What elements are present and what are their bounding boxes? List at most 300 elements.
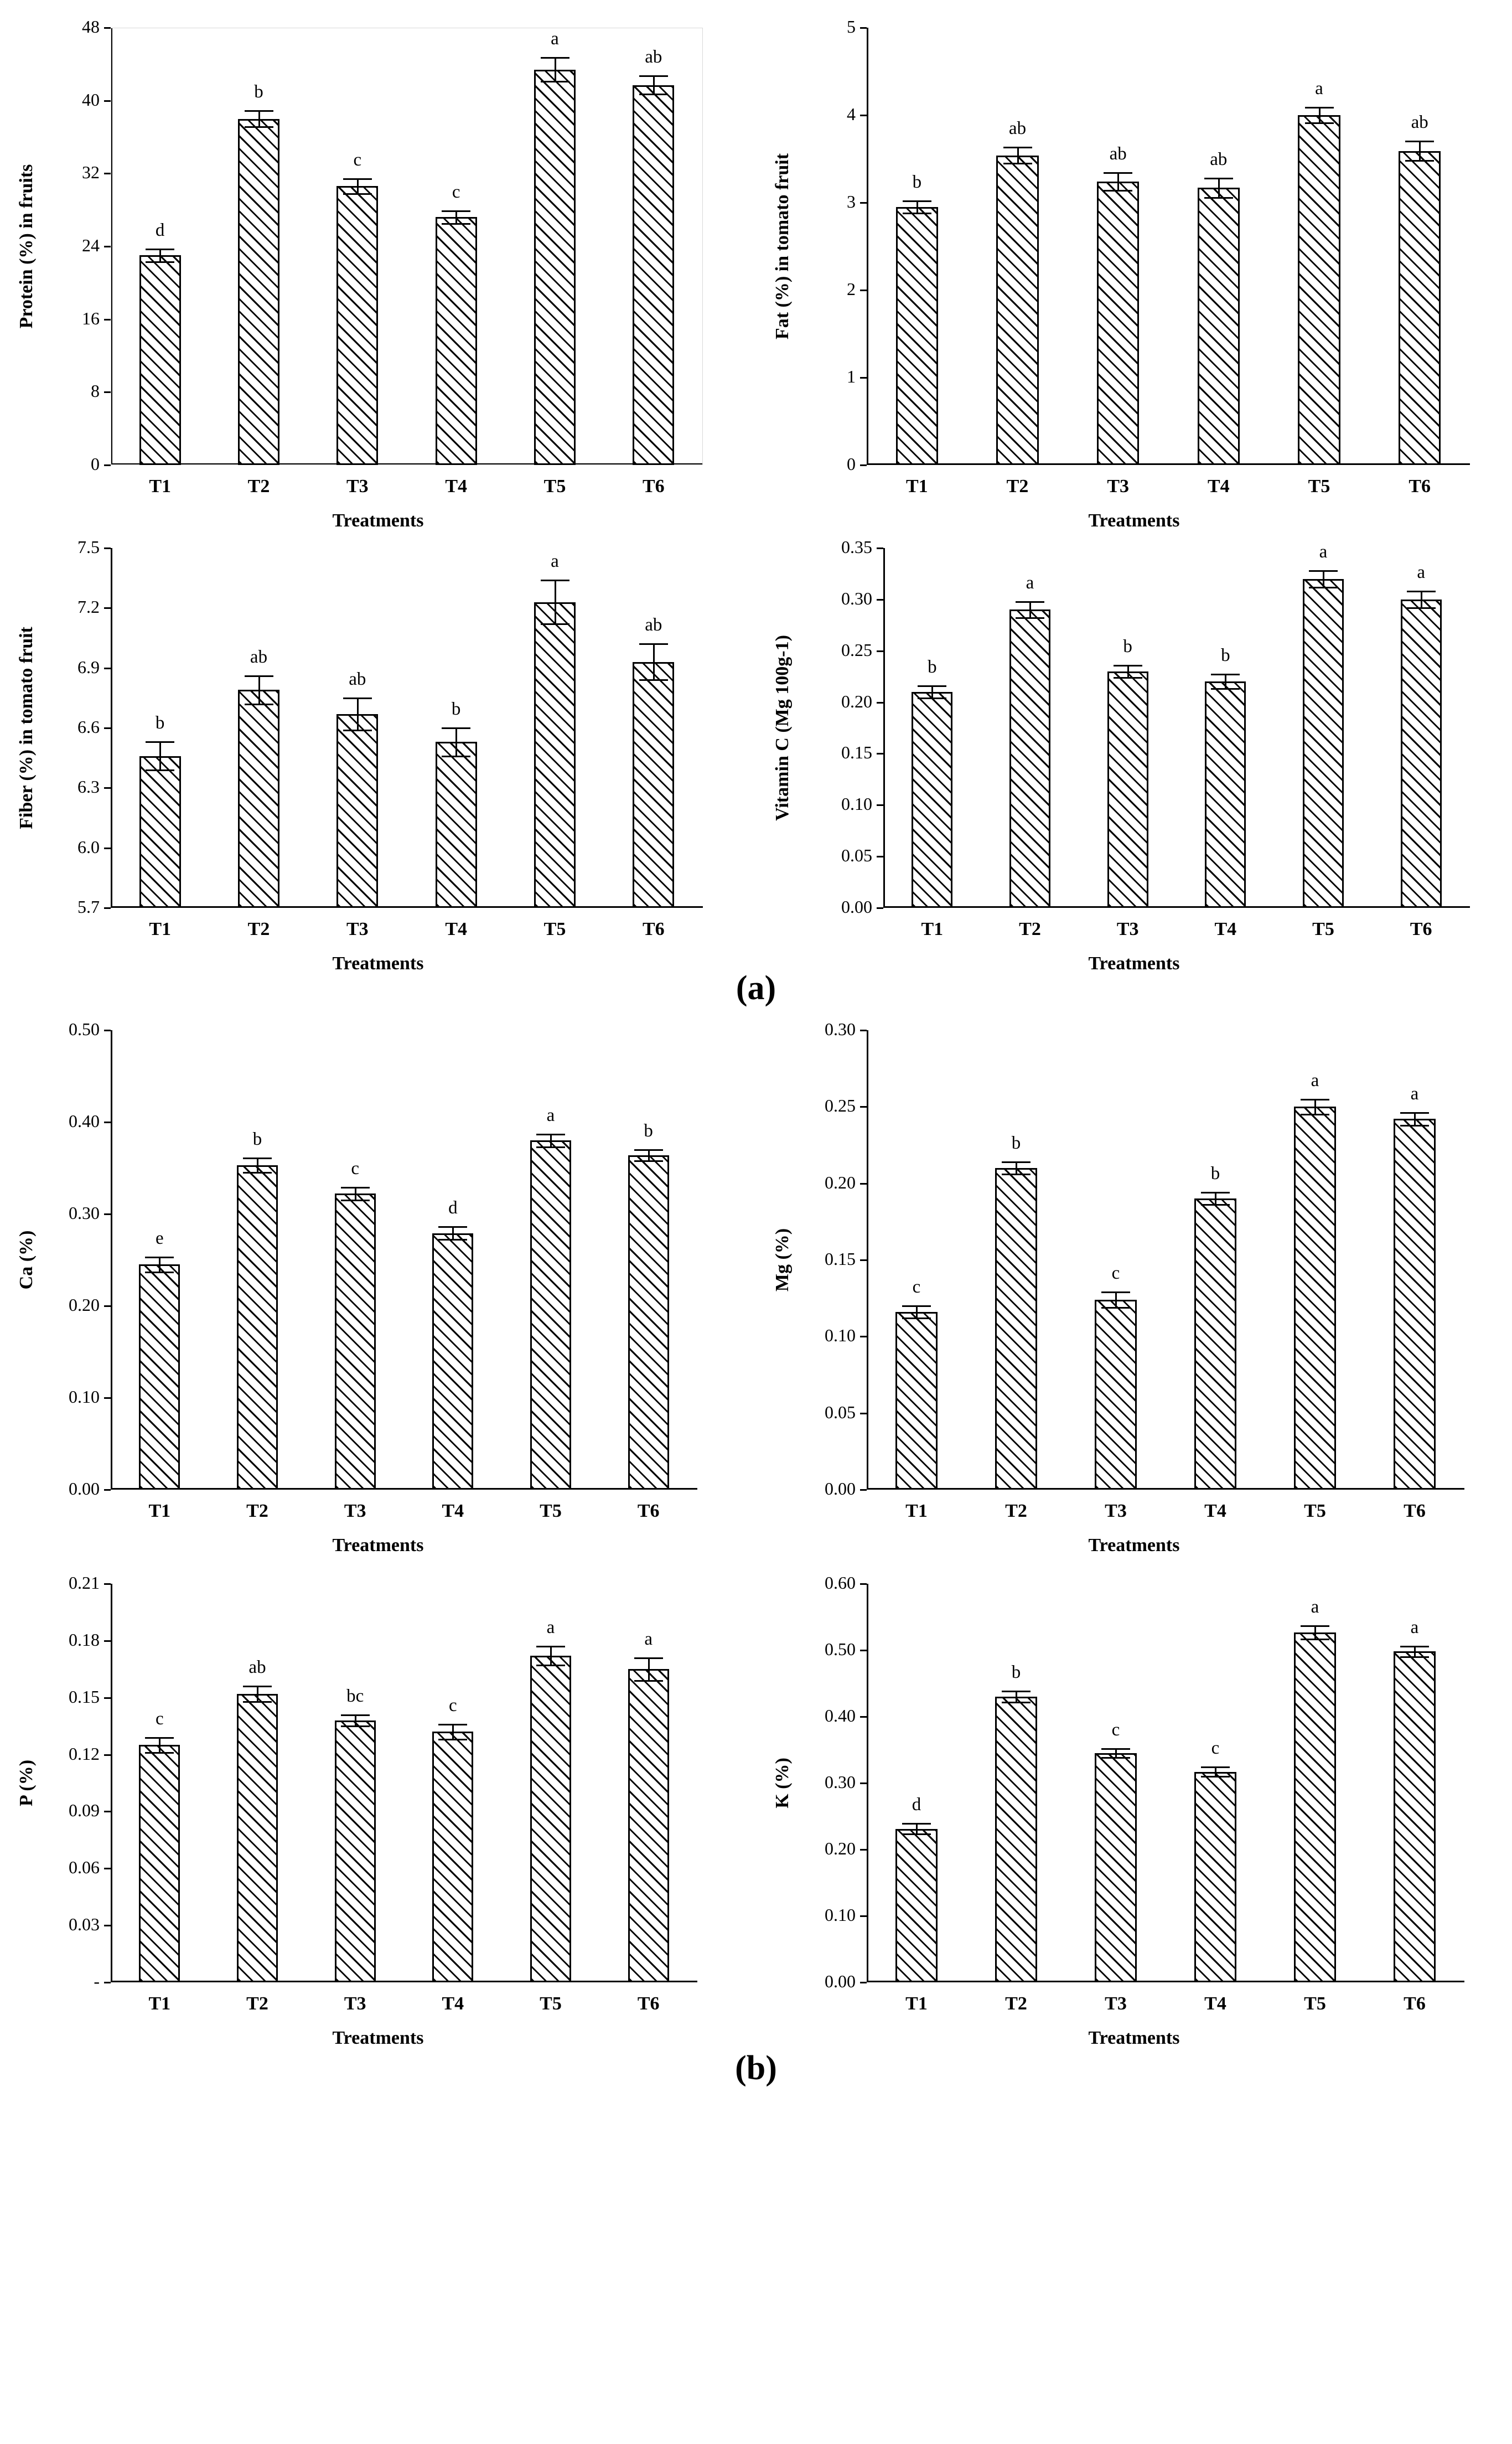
vitamin_c-bar-T2: [1009, 609, 1050, 908]
k-significance-letter: d: [912, 1795, 921, 1815]
chart-vitamin-c: [756, 531, 1512, 974]
vitamin_c-error-cap: [1016, 601, 1044, 603]
vitamin_c-x-tick-T4: T4: [1214, 919, 1237, 939]
mg-y-tick-label: 0.05: [825, 1402, 856, 1422]
vitamin_c-error-bar: [1029, 602, 1031, 618]
vitamin_c-bar-T3: [1107, 671, 1148, 908]
panel-a-row-1: [0, 11, 1512, 531]
fiber-error-bar: [258, 676, 260, 704]
k-error-cap: [1002, 1691, 1031, 1692]
p-y-tick-label: 0.09: [69, 1800, 100, 1821]
ca-y-tick-mark: [104, 1489, 111, 1491]
table-row: [1399, 151, 1441, 465]
p-error-bar: [257, 1686, 258, 1701]
vitamin_c-error-cap: [918, 697, 946, 699]
ca-error-cap: [634, 1149, 663, 1151]
table-row: [1194, 1772, 1236, 1982]
mg-error-cap: [1201, 1192, 1230, 1193]
table-row: [896, 207, 938, 465]
ca-x-tick-T1: T1: [148, 1501, 171, 1521]
fat-bar-T6: [1399, 151, 1441, 465]
vitamin_c-error-cap: [1211, 688, 1240, 690]
k-y-tick-mark: [860, 1982, 867, 1983]
fat-y-tick-mark: [860, 115, 867, 116]
table-row: [237, 1694, 278, 1982]
fiber-error-cap: [639, 679, 668, 681]
k-bar-T3: [1095, 1753, 1137, 1982]
k-error-cap: [902, 1833, 931, 1835]
protein-y-tick-mark: [104, 173, 111, 174]
ca-significance-letter: d: [448, 1198, 458, 1218]
vitamin_c-y-tick-label: 0.35: [841, 537, 872, 557]
mg-error-cap: [1101, 1291, 1130, 1293]
fiber-error-cap: [245, 675, 273, 677]
ca-y-tick-mark: [104, 1305, 111, 1307]
vitamin_c-error-bar: [931, 686, 933, 698]
fat-significance-letter: b: [912, 172, 922, 192]
vitamin_c-y-tick-mark: [877, 547, 883, 549]
table-row: [995, 1168, 1037, 1490]
ca-y-tick-mark: [104, 1213, 111, 1215]
table-row: [633, 85, 674, 465]
fat-bar-T5: [1298, 115, 1340, 465]
k-significance-letter: a: [1410, 1617, 1419, 1637]
fat-plot-area: [867, 28, 1470, 465]
table-row: [530, 1656, 571, 1982]
k-bar-T1: [895, 1829, 938, 1982]
mg-y-tick-mark: [860, 1183, 867, 1185]
ca-plot-area: [111, 1030, 697, 1490]
fiber-error-cap: [146, 741, 174, 743]
mg-x-tick-T3: T3: [1105, 1501, 1127, 1521]
protein-error-bar: [653, 76, 655, 94]
fiber-significance-letter: ab: [349, 669, 366, 689]
fat-bar-T2: [996, 156, 1038, 465]
vitamin_c-x-tick-T6: T6: [1410, 919, 1432, 939]
table-row: [1401, 600, 1442, 908]
table-row: [1194, 1198, 1236, 1490]
k-x-tick-T2: T2: [1005, 1993, 1027, 2014]
ca-error-cap: [145, 1257, 174, 1258]
table-row: [139, 756, 181, 908]
table-row: [139, 1264, 180, 1490]
protein-bar-T3: [336, 186, 378, 465]
vitamin_c-error-cap: [1309, 587, 1338, 588]
p-error-cap: [145, 1737, 174, 1739]
vitamin_c-y-tick-label: 0.15: [841, 742, 872, 763]
fat-error-bar: [1419, 141, 1421, 161]
p-bar-T4: [432, 1732, 473, 1982]
mg-significance-letter: c: [912, 1277, 921, 1297]
fat-error-cap: [1305, 107, 1334, 108]
panel-b-row-1: [0, 1008, 1512, 1562]
p-y-tick-mark: [104, 1925, 111, 1926]
p-error-bar: [355, 1715, 356, 1727]
protein-significance-letter: ab: [645, 47, 662, 68]
k-error-cap: [902, 1823, 931, 1825]
p-error-cap: [634, 1680, 663, 1682]
protein-error-cap: [343, 178, 372, 180]
ca-significance-letter: b: [252, 1129, 262, 1149]
fat-error-cap: [1204, 178, 1233, 179]
fiber-y-tick-label: 5.7: [77, 897, 100, 917]
mg-y-tick-label: 0.20: [825, 1172, 856, 1192]
fat-chart-area: [756, 11, 1512, 531]
k-error-bar: [1314, 1626, 1316, 1639]
k-error-bar: [916, 1823, 918, 1834]
mg-y-tick-mark: [860, 1106, 867, 1108]
vitamin_c-y-tick-mark: [877, 856, 883, 857]
fiber-y-tick-mark: [104, 848, 111, 849]
table-row: [912, 692, 952, 908]
protein-y-tick-mark: [104, 27, 111, 29]
fat-error-cap: [1405, 160, 1434, 162]
ca-error-cap: [243, 1172, 272, 1174]
vitamin_c-y-tick-mark: [877, 804, 883, 806]
protein-y-tick-mark: [104, 100, 111, 102]
protein-y-tick-mark: [104, 464, 111, 466]
fat-error-cap: [1003, 147, 1032, 148]
mg-significance-letter: c: [1111, 1263, 1120, 1284]
vitamin_c-x-axis-label: Treatments: [1088, 953, 1180, 974]
panel-a-row-2: [0, 531, 1512, 974]
vitamin_c-y-axis-label: Vitamin C (Mg 100g-1): [772, 635, 793, 821]
vitamin_c-y-tick-label: 0.25: [841, 639, 872, 660]
vitamin_c-significance-letter: a: [1319, 541, 1328, 562]
mg-y-tick-label: 0.10: [825, 1325, 856, 1346]
fiber-y-tick-label: 6.6: [77, 717, 100, 737]
fiber-y-tick-label: 7.5: [77, 537, 100, 557]
protein-error-cap: [245, 110, 273, 112]
mg-y-tick-mark: [860, 1259, 867, 1261]
protein-error-bar: [555, 58, 556, 81]
p-y-tick-mark: [104, 1640, 111, 1642]
fat-error-bar: [1017, 147, 1019, 163]
p-error-cap: [536, 1665, 565, 1666]
fiber-bar-T2: [238, 690, 279, 908]
fat-significance-letter: ab: [1210, 149, 1228, 169]
fiber-chart-area: [0, 531, 756, 974]
table-row: [1294, 1632, 1336, 1982]
mg-x-tick-T2: T2: [1005, 1501, 1027, 1521]
table-row: [895, 1829, 938, 1982]
fat-significance-letter: ab: [1109, 144, 1127, 164]
k-significance-letter: c: [1111, 1719, 1120, 1740]
table-row: [534, 602, 576, 908]
table-row: [1095, 1753, 1137, 1982]
vitamin_c-error-bar: [1225, 674, 1226, 689]
fat-error-cap: [1104, 172, 1132, 174]
k-x-tick-T4: T4: [1204, 1993, 1226, 2014]
table-row: [1198, 188, 1240, 465]
protein-y-tick-label: 8: [91, 381, 100, 401]
p-significance-letter: a: [546, 1618, 555, 1638]
fat-bar-T1: [896, 207, 938, 465]
fiber-bar-T1: [139, 756, 181, 908]
ca-bar-T6: [628, 1155, 669, 1490]
fiber-significance-letter: b: [155, 713, 165, 733]
ca-x-tick-T3: T3: [344, 1501, 366, 1521]
k-error-cap: [1400, 1656, 1429, 1658]
p-significance-letter: a: [644, 1629, 653, 1649]
table-row: [336, 714, 378, 908]
k-y-tick-label: 0.10: [825, 1905, 856, 1925]
mg-y-axis-label: Mg (%): [772, 1228, 793, 1292]
mg-bar-T1: [895, 1312, 938, 1490]
p-x-tick-T4: T4: [442, 1993, 464, 2014]
k-chart-area: [756, 1562, 1512, 2049]
p-bar-T5: [530, 1656, 571, 1982]
p-x-tick-T5: T5: [540, 1993, 562, 2014]
fat-y-tick-label: 1: [847, 366, 856, 386]
mg-x-tick-T1: T1: [905, 1501, 928, 1521]
k-error-cap: [1400, 1646, 1429, 1647]
protein-y-tick-mark: [104, 391, 111, 393]
mg-error-cap: [1002, 1161, 1031, 1163]
fiber-y-tick-label: 6.3: [77, 777, 100, 797]
fiber-y-tick-mark: [104, 907, 111, 909]
mg-y-tick-label: 0.30: [825, 1019, 856, 1039]
p-x-tick-T1: T1: [148, 1993, 171, 2014]
ca-x-axis-label: Treatments: [332, 1535, 424, 1556]
ca-error-bar: [648, 1150, 650, 1161]
protein-bar-T6: [633, 85, 674, 465]
ca-error-cap: [536, 1134, 565, 1135]
p-error-cap: [536, 1646, 565, 1647]
k-error-cap: [1301, 1625, 1329, 1627]
table-row: [335, 1193, 376, 1490]
table-row: [139, 1745, 180, 1982]
fiber-error-cap: [639, 643, 668, 645]
vitamin_c-significance-letter: b: [1123, 636, 1132, 657]
mg-bar-T4: [1194, 1198, 1236, 1490]
table-row: [530, 1140, 571, 1490]
mg-y-tick-mark: [860, 1413, 867, 1414]
ca-error-cap: [341, 1200, 370, 1201]
ca-bar-T3: [335, 1193, 376, 1490]
fiber-x-tick-T3: T3: [346, 919, 369, 939]
fiber-bar-T6: [633, 662, 674, 908]
mg-significance-letter: b: [1011, 1133, 1021, 1153]
mg-bar-T3: [1095, 1300, 1137, 1490]
protein-error-cap: [639, 75, 668, 77]
k-bar-T2: [995, 1697, 1037, 1982]
protein-x-axis-label: Treatments: [332, 510, 424, 531]
protein-error-bar: [159, 249, 161, 262]
protein-x-tick-T3: T3: [346, 476, 369, 497]
mg-x-axis-label: Treatments: [1088, 1535, 1180, 1556]
fiber-x-axis-label: Treatments: [332, 953, 424, 974]
fiber-y-tick-label: 6.9: [77, 657, 100, 677]
fat-y-axis-label: Fat (%) in tomato fruit: [772, 153, 793, 340]
fiber-significance-letter: b: [451, 699, 461, 719]
k-y-tick-label: 0.00: [825, 1971, 856, 1991]
vitamin_c-error-bar: [1127, 665, 1129, 678]
protein-y-tick-mark: [104, 246, 111, 247]
p-bar-T6: [628, 1669, 669, 1982]
vitamin_c-y-tick-mark: [877, 599, 883, 601]
mg-y-tick-mark: [860, 1489, 867, 1491]
protein-error-bar: [258, 111, 260, 127]
p-significance-letter: c: [156, 1708, 164, 1729]
protein-significance-letter: c: [353, 150, 362, 170]
k-y-tick-mark: [860, 1716, 867, 1718]
fiber-error-bar: [455, 728, 457, 756]
fiber-x-tick-T6: T6: [642, 919, 665, 939]
ca-error-cap: [438, 1226, 467, 1228]
fat-error-bar: [1218, 178, 1220, 198]
ca-error-cap: [438, 1239, 467, 1241]
ca-chart-area: [0, 1008, 756, 1562]
p-y-tick-label: 0.06: [69, 1857, 100, 1878]
vitamin_c-significance-letter: a: [1417, 562, 1425, 582]
panel-a-label: (a): [736, 969, 776, 1007]
fat-error-cap: [1104, 190, 1132, 192]
mg-y-tick-mark: [860, 1030, 867, 1031]
protein-chart-area: [0, 11, 756, 531]
panel-b-label: (b): [735, 2049, 777, 2087]
table-row: [1107, 671, 1148, 908]
fat-y-tick-mark: [860, 27, 867, 29]
k-significance-letter: c: [1211, 1738, 1220, 1759]
vitamin_c-error-cap: [918, 685, 946, 687]
k-error-cap: [1002, 1702, 1031, 1703]
ca-error-bar: [452, 1227, 454, 1239]
table-row: [436, 217, 477, 465]
table-row: [534, 70, 576, 465]
ca-x-tick-T2: T2: [246, 1501, 268, 1521]
fiber-error-cap: [343, 730, 372, 731]
fat-y-tick-label: 0: [847, 454, 856, 474]
vitamin_c-y-tick-mark: [877, 702, 883, 704]
protein-y-tick-mark: [104, 319, 111, 321]
protein-x-tick-T6: T6: [642, 476, 665, 497]
mg-error-cap: [1101, 1307, 1130, 1309]
mg-error-bar: [1215, 1192, 1216, 1205]
fiber-y-tick-mark: [104, 727, 111, 729]
fiber-error-cap: [245, 704, 273, 705]
vitamin_c-significance-letter: a: [1026, 572, 1034, 593]
fiber-y-tick-label: 7.2: [77, 597, 100, 617]
protein-error-cap: [343, 193, 372, 195]
p-y-tick-mark: [104, 1697, 111, 1699]
fiber-significance-letter: ab: [250, 647, 268, 668]
table-row: [628, 1669, 669, 1982]
ca-error-cap: [536, 1146, 565, 1148]
p-x-tick-T6: T6: [637, 1993, 660, 2014]
fiber-error-bar: [159, 742, 161, 770]
p-error-cap: [145, 1752, 174, 1754]
protein-bar-T5: [534, 70, 576, 465]
protein-bar-T1: [139, 255, 181, 465]
fat-y-tick-mark: [860, 290, 867, 291]
table-row: [995, 1697, 1037, 1982]
mg-error-cap: [1301, 1099, 1329, 1100]
k-y-tick-mark: [860, 1849, 867, 1851]
k-error-cap: [1101, 1748, 1130, 1750]
fat-bar-T4: [1198, 188, 1240, 465]
vitamin_c-bar-T5: [1303, 579, 1344, 908]
p-significance-letter: bc: [346, 1686, 364, 1706]
p-y-tick-label: -: [94, 1971, 100, 1991]
table-row: [628, 1155, 669, 1490]
fiber-error-cap: [146, 769, 174, 771]
table-row: [1303, 579, 1344, 908]
table-row: [1095, 1300, 1137, 1490]
mg-error-cap: [1201, 1204, 1230, 1206]
protein-y-tick-label: 48: [82, 17, 100, 37]
ca-significance-letter: e: [156, 1228, 164, 1249]
p-bar-T2: [237, 1694, 278, 1982]
k-error-cap: [1201, 1766, 1230, 1768]
k-significance-letter: a: [1311, 1596, 1319, 1617]
ca-bar-T1: [139, 1264, 180, 1490]
vitamin_c-y-tick-label: 0.00: [841, 897, 872, 917]
p-x-axis-label: Treatments: [332, 2028, 424, 2048]
k-y-tick-label: 0.30: [825, 1772, 856, 1792]
protein-significance-letter: b: [254, 81, 263, 102]
table-row: [237, 1165, 278, 1490]
vitamin_c-y-tick-label: 0.05: [841, 845, 872, 866]
protein-significance-letter: c: [452, 182, 460, 202]
protein-error-bar: [455, 211, 457, 224]
k-y-tick-mark: [860, 1650, 867, 1651]
protein-error-cap: [146, 249, 174, 250]
table-row: [1205, 681, 1246, 908]
vitamin_c-error-cap: [1407, 607, 1436, 609]
vitamin_c-x-tick-T2: T2: [1019, 919, 1041, 939]
fiber-x-tick-T4: T4: [445, 919, 467, 939]
k-error-bar: [1016, 1691, 1017, 1702]
chart-fiber: [0, 531, 756, 974]
protein-bar-T2: [238, 119, 279, 465]
table-row: [436, 742, 477, 908]
mg-error-bar: [1016, 1162, 1017, 1174]
ca-bar-T4: [432, 1233, 473, 1490]
k-x-tick-T6: T6: [1404, 1993, 1426, 2014]
fiber-bar-T4: [436, 742, 477, 908]
mg-chart-area: [756, 1008, 1512, 1562]
k-error-cap: [1201, 1776, 1230, 1778]
vitamin_c-x-tick-T1: T1: [921, 919, 944, 939]
ca-y-tick-label: 0.00: [69, 1479, 100, 1499]
ca-y-tick-label: 0.40: [69, 1111, 100, 1131]
ca-y-tick-mark: [104, 1122, 111, 1123]
protein-error-cap: [541, 57, 569, 59]
table-row: [1097, 182, 1139, 465]
p-error-bar: [159, 1738, 160, 1753]
table-row: [895, 1312, 938, 1490]
fiber-bar-T5: [534, 602, 576, 908]
fat-error-bar: [1117, 173, 1119, 190]
p-y-tick-label: 0.21: [69, 1573, 100, 1593]
vitamin_c-significance-letter: b: [1221, 645, 1230, 666]
p-y-tick-label: 0.18: [69, 1629, 100, 1650]
p-significance-letter: c: [449, 1695, 457, 1716]
protein-error-cap: [146, 261, 174, 263]
k-y-tick-mark: [860, 1583, 867, 1585]
ca-y-tick-label: 0.10: [69, 1387, 100, 1407]
fat-error-cap: [903, 200, 931, 202]
fiber-error-cap: [541, 623, 569, 625]
ca-y-tick-label: 0.50: [69, 1019, 100, 1039]
fat-bar-T3: [1097, 182, 1139, 465]
fat-error-bar: [916, 201, 918, 213]
fiber-y-tick-mark: [104, 668, 111, 669]
mg-significance-letter: b: [1210, 1164, 1220, 1184]
vitamin_c-error-bar: [1421, 591, 1422, 608]
k-error-bar: [1215, 1767, 1216, 1776]
